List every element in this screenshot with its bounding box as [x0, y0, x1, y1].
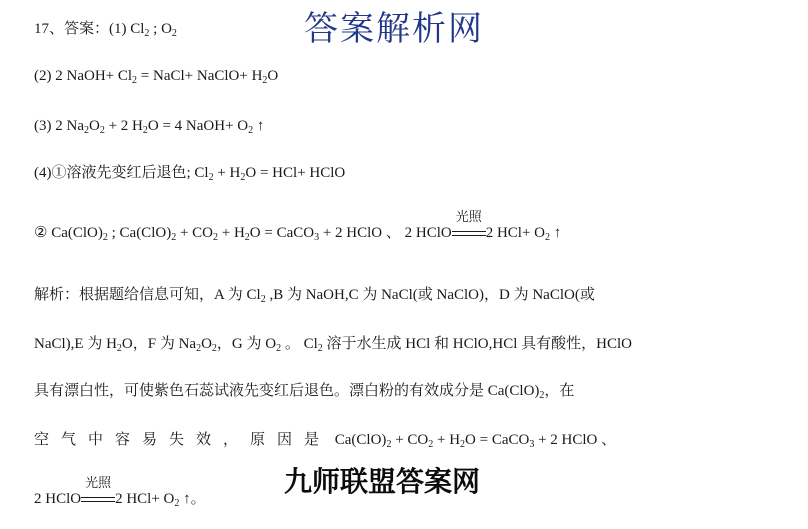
- answer-line-3: [34, 116, 264, 136]
- condition-label: 光照: [455, 209, 482, 224]
- text: ; O: [149, 21, 172, 37]
- subscript: 2: [144, 28, 150, 39]
- answer-line-2: [34, 66, 278, 86]
- text: O = CaCO: [465, 432, 530, 448]
- double-line-arrow: [81, 497, 115, 502]
- text: ，在: [544, 383, 575, 399]
- subscript: 2: [102, 232, 108, 243]
- text: ↑。: [179, 491, 206, 507]
- subscript: 2: [248, 125, 254, 136]
- analysis-line-5: [34, 475, 206, 509]
- subscript: 2: [276, 343, 282, 354]
- subscript: 2: [116, 343, 122, 354]
- answer-line-1: [34, 19, 177, 39]
- subscript: 2: [539, 390, 545, 401]
- text: + H: [213, 165, 241, 181]
- subscript: 2: [171, 232, 177, 243]
- subscript: 2: [428, 439, 434, 450]
- subscript: 2: [460, 439, 466, 450]
- subscript: 2: [211, 343, 217, 354]
- subscript: 2: [317, 343, 323, 354]
- text: (3) 2 Na: [34, 118, 84, 134]
- subscript: 2: [132, 75, 138, 86]
- answer-line-5: [34, 209, 562, 243]
- text: + CO: [176, 225, 213, 241]
- text: Ca(ClO): [331, 432, 387, 448]
- text: O，F 为 Na: [121, 336, 197, 352]
- text: + 2 HClO 、 2 HClO: [319, 225, 452, 241]
- text: 2 HClO: [34, 491, 82, 507]
- text: ② Ca(ClO): [34, 225, 103, 241]
- double-line-arrow: [452, 231, 486, 236]
- text: 溶于水生成 HCl 和 HClO,HCl 具有酸性，HClO: [322, 336, 632, 352]
- subscript: 2: [174, 498, 180, 509]
- text: (4)①溶液先变红后退色; Cl: [34, 165, 209, 181]
- text: ; Ca(ClO): [107, 225, 172, 241]
- subscript: 2: [212, 232, 218, 243]
- subscript: 2: [260, 294, 266, 305]
- subscript: 2: [545, 232, 551, 243]
- subscript: 2: [142, 125, 148, 136]
- text: 具有漂白性，可使紫色石蕊试液先变红后退色。漂白粉的有效成分是 Ca(ClO): [34, 383, 540, 399]
- text: NaCl),E 为 H: [34, 336, 117, 352]
- subscript: 3: [529, 439, 535, 450]
- text: + 2 HClO 、: [534, 432, 617, 448]
- reaction-condition: [452, 209, 486, 243]
- text: ，G 为 O: [216, 336, 277, 352]
- analysis-line-3: [34, 381, 574, 401]
- text: O = CaCO: [249, 225, 315, 241]
- text: + CO: [391, 432, 429, 448]
- text: 17、答案：(1) Cl: [34, 21, 145, 37]
- text: 2 HCl+ O: [115, 491, 175, 507]
- text: 空气中容易失效，原因是: [34, 432, 332, 448]
- subscript: 2: [83, 125, 89, 136]
- text: ↑: [550, 225, 562, 241]
- text: O: [267, 68, 279, 84]
- text: O: [201, 336, 212, 352]
- subscript: 2: [196, 343, 202, 354]
- text: O: [88, 118, 100, 134]
- subscript: 2: [171, 28, 177, 39]
- text: 2 HCl+ O: [485, 225, 546, 241]
- text: 解析：根据题给信息可知，A 为 Cl: [34, 287, 261, 303]
- watermark-bottom: 九师联盟答案网: [284, 465, 481, 498]
- text: 。 Cl: [281, 336, 318, 352]
- analysis-line-4: [34, 430, 616, 450]
- subscript: 2: [208, 172, 214, 183]
- text: + 2 H: [104, 118, 143, 134]
- analysis-line-2: [34, 334, 632, 354]
- text: O = HCl+ HClO: [245, 165, 346, 181]
- watermark-top: 答案解析网: [304, 9, 484, 49]
- text: O = 4 NaOH+ O: [147, 118, 249, 134]
- subscript: 2: [386, 439, 392, 450]
- text: + H: [217, 225, 245, 241]
- answer-line-4: [34, 163, 345, 183]
- subscript: 3: [314, 232, 320, 243]
- text: + H: [433, 432, 461, 448]
- text: ↑: [253, 118, 265, 134]
- text: = NaCl+ NaClO+ H: [137, 68, 263, 84]
- subscript: 2: [262, 75, 268, 86]
- subscript: 2: [240, 172, 246, 183]
- analysis-line-1: [34, 285, 595, 305]
- text: ,B 为 NaOH,C 为 NaCl(或 NaClO)，D 为 NaClO(或: [265, 287, 595, 303]
- condition-label: 光照: [85, 475, 112, 490]
- subscript: 2: [244, 232, 250, 243]
- subscript: 2: [99, 125, 105, 136]
- reaction-condition: [81, 475, 115, 509]
- text: (2) 2 NaOH+ Cl: [34, 68, 133, 84]
